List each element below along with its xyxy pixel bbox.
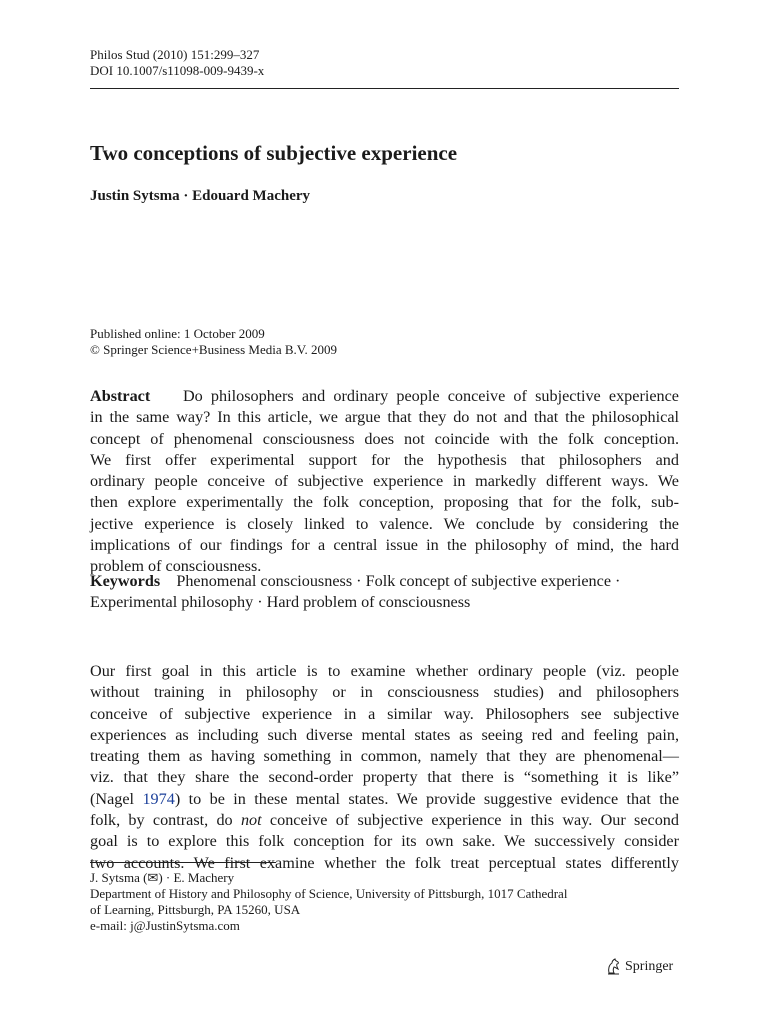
published-online: Published online: 1 October 2009 (90, 326, 265, 341)
abstract-line: Abstract Do philosophers and ordinary people conceive of subjective experience (90, 387, 679, 405)
publication-info (90, 326, 337, 358)
abstract-line: jective experience is closely linked to valence. We conclude by considering the (90, 514, 679, 533)
footnote-address: of Learning, Pittsburgh, PA 15260, USA (90, 902, 301, 917)
keywords-label: Keywords (90, 572, 161, 590)
author-footnote (90, 870, 567, 934)
abstract-line: implications of our findings for a central issue in the philosophy of mind, the hard (90, 536, 679, 555)
keywords (90, 571, 679, 614)
abstract-line: ordinary people conceive of subjective experience in markedly different ways. We (90, 472, 679, 491)
copyright: © Springer Science+Business Media B.V. 2009 (90, 342, 337, 357)
citation-link-nagel-1974[interactable]: 1974 (142, 789, 175, 808)
abstract-label: Abstract (90, 387, 151, 405)
keywords-line: Keywords Phenomenal consciousness · Folk concept of subjective experience · (90, 572, 621, 590)
abstract-line: concept of phenomenal consciousness does not coincide with the folk conception. (90, 429, 679, 448)
body-line: (Nagel 1974) to be in these mental states. We provide suggestive evidence that the (90, 789, 680, 808)
article-title: Two conceptions of subjective experience (90, 141, 458, 165)
body-line: without training in philosophy or in consciousness studies) and philosophers (90, 683, 679, 702)
journal-header (90, 47, 264, 79)
body-line: Our first goal in this article is to examine whether ordinary people (viz. people (90, 662, 679, 680)
journal-citation: Philos Stud (2010) 151:299–327 (90, 47, 260, 62)
abstract-line: problem of consciousness. (90, 557, 262, 576)
keywords-line: Experimental philosophy · Hard problem of consciousness (90, 593, 471, 612)
body-line: conceive of subjective experience in a similar way. Philosophers see subjective (90, 704, 679, 723)
body-line: folk, by contrast, do not conceive of subjective experience in this way. Our second (90, 811, 679, 830)
publisher-name: Springer (625, 958, 674, 974)
doi[interactable]: DOI 10.1007/s11098-009-9439-x (90, 63, 265, 78)
footnote-department: Department of History and Philosophy of Science, University of Pittsburgh, 1017 Cathedral (90, 886, 568, 901)
header-divider (90, 88, 679, 89)
body-paragraph (90, 661, 679, 874)
envelope-icon[interactable]: ✉ (147, 870, 159, 885)
body-line: experiences as including such diverse mental states as seeing red and feeling pain, (90, 725, 679, 744)
body-line: two accounts. We first examine whether the folk treat perceptual states differently (90, 853, 679, 872)
publisher-logo (606, 958, 673, 975)
body-line: treating them as having something in common, namely that they are phenomenal— (90, 747, 679, 766)
footnote-authors: J. Sytsma (✉) · E. Machery (90, 870, 235, 885)
emphasis-not: not (240, 811, 262, 830)
body-line: goal is to explore this folk conception for its own sake. We successively consider (90, 832, 679, 851)
footnote-email[interactable]: e-mail: j@JustinSytsma.com (90, 918, 240, 933)
footnote-divider (90, 862, 276, 863)
article-authors: Justin Sytsma · Edouard Machery (90, 188, 311, 204)
abstract (90, 386, 679, 578)
abstract-line: We first offer experimental support for the hypothesis that philosophers and (90, 450, 679, 469)
springer-horse-icon (606, 958, 621, 975)
abstract-line: in the same way? In this article, we argue that they do not and that the philosophical (90, 408, 679, 427)
abstract-line: then explore experimentally the folk conception, proposing that for the folk, sub- (90, 493, 679, 512)
body-line: viz. that they share the second-order property that there is “something it is like” (90, 768, 679, 787)
